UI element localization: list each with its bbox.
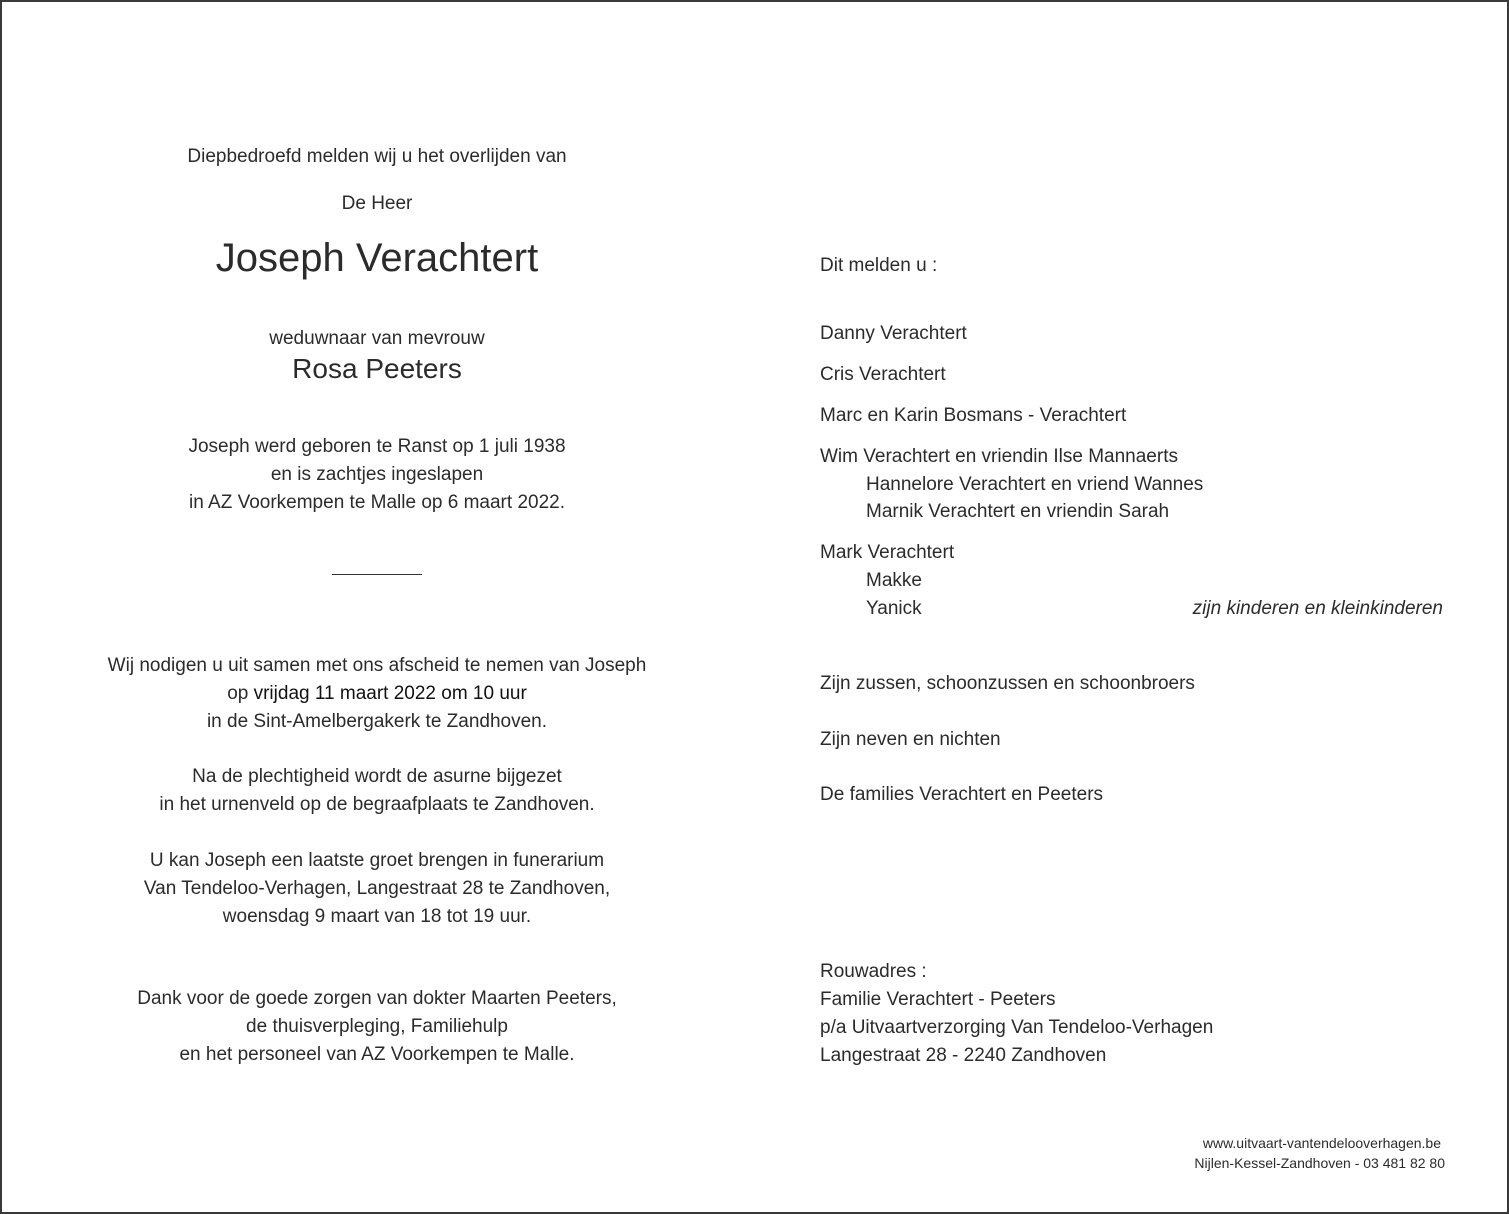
family-member: Cris Verachtert bbox=[820, 364, 946, 385]
invitation-line-2 bbox=[77, 683, 677, 705]
address-line-1: Familie Verachtert - Peeters bbox=[820, 989, 1056, 1010]
urn-line-2: in het urnenveld op de begraafplaats te Zandhoven. bbox=[159, 794, 595, 815]
thanks-line-2: de thuisverpleging, Familiehulp bbox=[246, 1016, 508, 1037]
grandchild: Marnik Verachtert en vriendin Sarah bbox=[866, 501, 1170, 522]
grandchild: Hannelore Verachtert en vriend Wannes bbox=[866, 474, 1204, 495]
intro-text: Diepbedroefd melden wij u het overlijden van bbox=[187, 146, 567, 167]
birth-text: Joseph werd geboren te Ranst op 1 juli 1938 bbox=[188, 436, 566, 457]
grandchild: Yanick bbox=[866, 598, 922, 619]
invitation-line-3: in de Sint-Amelbergakerk te Zandhoven. bbox=[206, 711, 548, 732]
announce-text: Dit melden u : bbox=[820, 255, 938, 276]
honorific: De Heer bbox=[341, 193, 413, 214]
visit-line-2: Van Tendeloo-Verhagen, Langestraat 28 te Zandhoven, bbox=[143, 878, 611, 899]
visit-line-1: U kan Joseph een laatste groet brengen in funerarium bbox=[149, 850, 605, 871]
thanks-line-3: en het personeel van AZ Voorkempen te Malle. bbox=[179, 1044, 575, 1065]
siblings-text: Zijn zussen, schoonzussen en schoonbroers bbox=[820, 673, 1195, 694]
urn-line-1: Na de plechtigheid wordt de asurne bijgezet bbox=[192, 766, 562, 787]
grandchild: Makke bbox=[866, 570, 922, 591]
family-member: Mark Verachtert bbox=[820, 542, 955, 563]
cousins-text: Zijn neven en nichten bbox=[820, 729, 1001, 750]
invitation-prefix: op bbox=[227, 683, 249, 704]
asleep-text: en is zachtjes ingeslapen bbox=[270, 464, 484, 485]
children-note: zijn kinderen en kleinkinderen bbox=[1192, 598, 1443, 619]
families-text: De families Verachtert en Peeters bbox=[820, 784, 1104, 805]
address-label: Rouwadres : bbox=[820, 961, 927, 982]
footer-contact: Nijlen-Kessel-Zandhoven - 03 481 82 80 bbox=[1194, 1155, 1445, 1171]
spouse-name: Rosa Peeters bbox=[292, 353, 462, 384]
widower-text: weduwnaar van mevrouw bbox=[269, 328, 485, 349]
visit-line-3: woensdag 9 maart van 18 tot 19 uur. bbox=[222, 906, 532, 927]
address-line-3: Langestraat 28 - 2240 Zandhoven bbox=[820, 1045, 1107, 1066]
family-member: Marc en Karin Bosmans - Verachtert bbox=[820, 405, 1127, 426]
divider bbox=[332, 574, 422, 575]
footer-website: www.uitvaart-vantendelooverhagen.be bbox=[1202, 1135, 1441, 1151]
address-line-2: p/a Uitvaartverzorging Van Tendeloo-Verhagen bbox=[820, 1017, 1214, 1038]
death-text: in AZ Voorkempen te Malle op 6 maart 2022. bbox=[189, 492, 565, 513]
family-member: Danny Verachtert bbox=[820, 323, 967, 344]
deceased-name: Joseph Verachtert bbox=[215, 236, 539, 280]
family-member: Wim Verachtert en vriendin Ilse Mannaerts bbox=[820, 446, 1178, 467]
thanks-line-1: Dank voor de goede zorgen van dokter Maarten Peeters, bbox=[137, 988, 617, 1009]
invitation-line-1: Wij nodigen u uit samen met ons afscheid te nemen van Joseph bbox=[107, 655, 647, 676]
ceremony-date: vrijdag 11 maart 2022 om 10 uur bbox=[253, 683, 527, 704]
